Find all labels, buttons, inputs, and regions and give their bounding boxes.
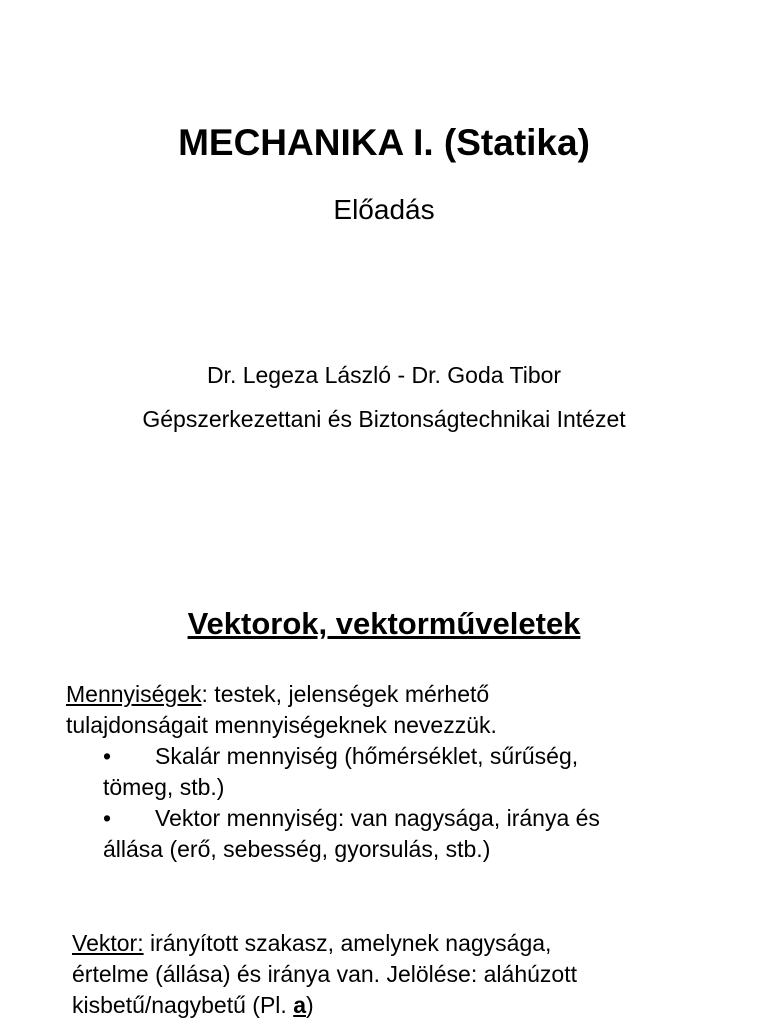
quantity-types-list — [103, 741, 703, 865]
vector-line-1 — [72, 928, 752, 959]
vector-line-3-prefix: kisbetű/nagybetű (Pl. — [72, 992, 294, 1018]
quantities-line-2: tulajdonságait mennyiségeknek nevezzük. — [66, 712, 497, 738]
vector-definition-paragraph — [72, 928, 752, 1021]
vector-line-3 — [72, 990, 752, 1021]
vector-definition-start: irányított szakasz, amelynek nagysága, — [143, 930, 552, 956]
quantities-definition-start: : testek, jelenségek mérhető — [201, 681, 490, 707]
list-item-continuation: állása (erő, sebesség, gyorsulás, stb.) — [103, 836, 491, 862]
list-item-continuation: tömeg, stb.) — [103, 774, 225, 800]
document-subtitle: Előadás — [333, 194, 435, 225]
section-heading: Vektorok, vektorműveletek — [187, 606, 581, 641]
quantities-line-1 — [66, 679, 746, 710]
bullet-icon: • — [103, 805, 112, 831]
vector-line-2: értelme (állása) és iránya van. Jelölése: aláhúzott — [72, 961, 577, 987]
list-item — [103, 803, 703, 865]
quantities-term: Mennyiségek — [66, 681, 202, 707]
vector-example-symbol: a — [293, 992, 306, 1018]
list-item — [103, 741, 703, 803]
authors-line: Dr. Legeza László - Dr. Goda Tibor — [206, 362, 562, 388]
vector-term: Vektor: — [72, 930, 144, 956]
vector-line-3-suffix: ) — [305, 992, 314, 1018]
list-item-text: Skalár mennyiség (hőmérséklet, sűrűség, — [155, 743, 579, 769]
institute-line: Gépszerkezettani és Biztonságtechnikai Intézet — [142, 406, 626, 432]
list-item-text: Vektor mennyiség: van nagysága, iránya és — [155, 805, 600, 831]
bullet-icon: • — [103, 743, 112, 769]
document-title: MECHANIKA I. (Statika) — [178, 122, 590, 163]
quantities-paragraph — [66, 679, 746, 741]
